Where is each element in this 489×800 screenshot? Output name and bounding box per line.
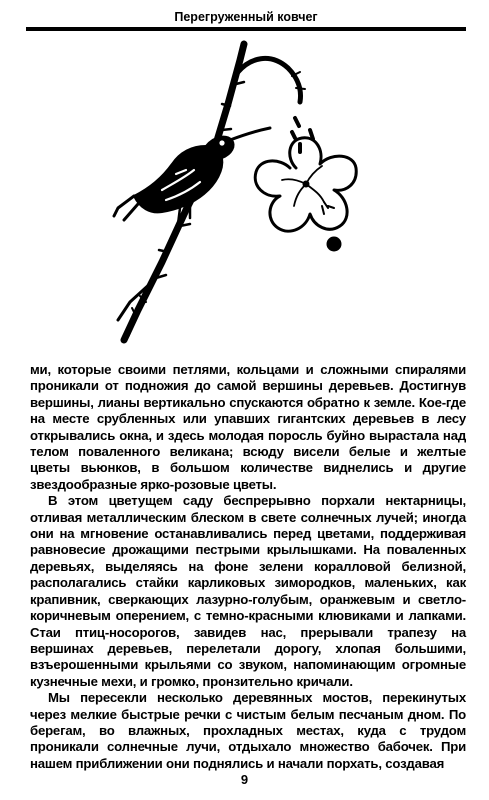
page-body [30, 362, 466, 772]
header-rule [26, 27, 466, 31]
page-number: 9 [240, 772, 249, 787]
paragraph: ми, которые своими петлями, кольцами и сложными спиралями проникали от подножия до самой вершины деревьев. Достигнув вершины, лианы вертикально спускаются обратно к земле. Кое-где на месте срубленных или упавших гигантских деревьев в лесу открывались окна, и здесь молодая поросль буйно вырастала над телом поваленного великана; всюду висели белые и желтые цветы вьюнков, в большом количестве виднелись и другие звездообразные ярко-розовые цветы. [30, 362, 466, 492]
paragraph: Мы пересекли несколько деревянных мостов, перекинутых через мелкие быстрые речки с чистым белым песчаным дном. По берегам, во влажных, прохладных местах, куда с трудом проникали солнечные лучи, отдыхало множество бабочек. При нашем приближении они поднялись и начали порхать, создавая [30, 690, 466, 771]
sunbird-hibiscus-illustration [110, 40, 380, 358]
paragraph: В этом цветущем саду беспрерывно порхали нектарницы, отливая металлическим блеском в свете солнечных лучей; иногда они на мгновение останавливались перед цветами, поддерживая равновесие дрожащими пестрыми крылышками. На поваленных деревьях, выделяясь на фоне зелени коралловой белизной, располагались стайки карликовых зимородков, маленьких, как крапивник, сверкающих лазурно-голубым, оранжевым и светло-коричневым оперением, с темно-красными клювиками и лапками. Стаи птиц-носорогов, завидев нас, прерывали трапезу на вершинах деревьев, перелетали дорогу, хлопая большими, взъерошенными крыльями со звуком, напоминающим огромные кузнечные мехи, и громко, пронзительно кричали. [30, 493, 466, 689]
running-head-title: Перегруженный ковчег [174, 10, 318, 24]
